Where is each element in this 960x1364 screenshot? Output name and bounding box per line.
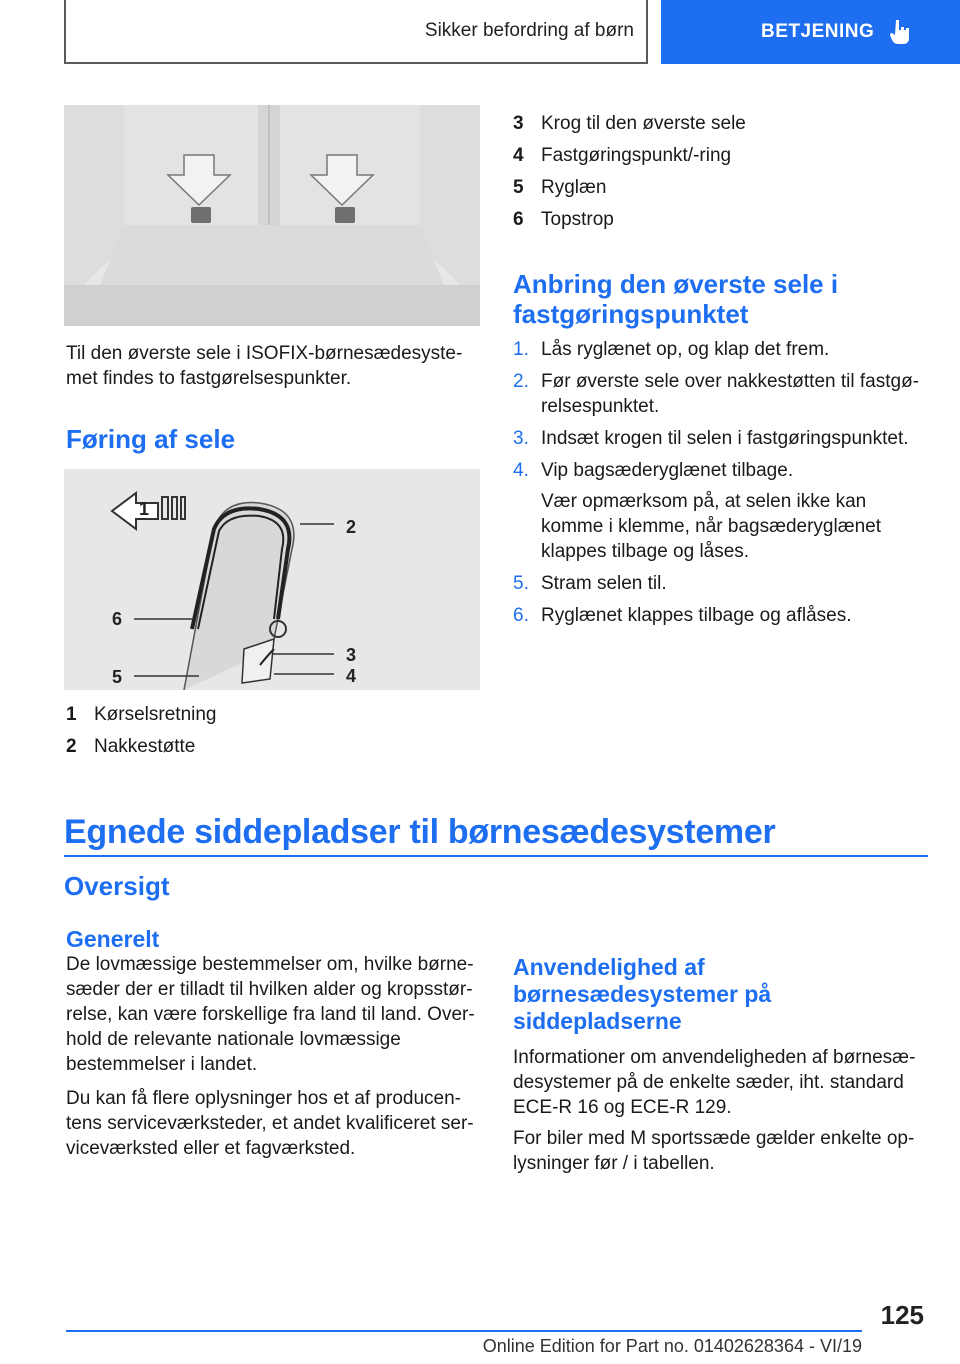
step-number: 2. <box>513 371 529 392</box>
step-item <box>513 571 928 596</box>
step-item <box>513 337 928 362</box>
step-text: Ryglænet klappes tilbage og aflåses. <box>541 605 852 626</box>
applicability-title <box>513 954 933 1035</box>
legend-text: Krog til den øverste sele <box>541 113 746 134</box>
running-header-chapter <box>661 0 960 64</box>
attach-steps-list <box>513 337 928 635</box>
legend-item <box>66 699 217 731</box>
edition-text: Online Edition for Part no. 01402628364 - VI/19 <box>482 1336 862 1356</box>
general-paragraph-2: Du kan få flere oplysninger hos et af producen-tens serviceværksteder, et andet kvalificeret ser-viceværksted eller et fagværksted. <box>66 1088 474 1159</box>
step-item <box>513 458 928 564</box>
step-text: Vip bagsæderyglænet tilbage. <box>541 460 794 481</box>
step-text: Før øverste sele over nakkestøtten til fastgø-relsespunktet. <box>541 371 919 417</box>
legend-text: Kørselsretning <box>94 704 217 725</box>
running-header-section <box>64 0 648 64</box>
legend-text: Ryglæn <box>541 177 607 198</box>
overview-subtitle: Oversigt <box>64 871 170 901</box>
attach-title-line2: fastgøringspunktet <box>513 299 749 329</box>
step-number: 4. <box>513 460 529 481</box>
figure-legend-left <box>66 699 217 763</box>
applicability-paragraph-1: Informationer om anvendeligheden af børnesæ-desystemer på de enkelte sæder, iht. standard ECE-R 16 og ECE-R 129. <box>513 1047 916 1118</box>
applicability-title-line2: børnesædesystemer på <box>513 981 772 1007</box>
step-text: Stram selen til. <box>541 573 667 594</box>
step-number: 1. <box>513 339 529 360</box>
legend-item <box>513 204 746 236</box>
isofix-caption: Til den øverste sele i ISOFIX-børnesædesyste-met findes to fastgørelsespunkter. <box>66 343 463 389</box>
general-title: Generelt <box>66 926 160 952</box>
footer-edition <box>66 1330 862 1364</box>
legend-number: 3 <box>513 113 524 134</box>
belt-routing-figure <box>64 469 480 690</box>
legend-number: 2 <box>66 736 77 757</box>
legend-item <box>513 172 746 204</box>
applicability-title-line1: Anvendelighed af <box>513 954 705 980</box>
step-item <box>513 426 928 451</box>
legend-item <box>513 108 746 140</box>
figure-label-2: 2 <box>346 517 357 537</box>
applicability-title-line3: siddepladserne <box>513 1008 682 1034</box>
figure-label-6: 6 <box>112 609 123 629</box>
legend-text: Topstrop <box>541 209 614 230</box>
isofix-anchor-illustration <box>64 105 480 326</box>
hand-pointer-icon <box>890 19 912 45</box>
step-note: Vær opmærksom på, at selen ikke kan komme i klemme, når bagsæderyglænet klappes tilbage og låses. <box>541 491 882 562</box>
legend-text: Fastgøringspunkt/-ring <box>541 145 732 166</box>
step-number: 3. <box>513 428 529 449</box>
legend-text: Nakkestøtte <box>94 736 196 757</box>
figure-label-4: 4 <box>346 666 357 686</box>
step-body <box>541 458 928 564</box>
legend-number: 1 <box>66 704 77 725</box>
header-section-title: Sikker befordring af børn <box>424 20 634 41</box>
step-number: 5. <box>513 573 529 594</box>
belt-routing-illustration <box>64 469 480 690</box>
page-number: 125 <box>880 1300 924 1330</box>
figure-label-1: 1 <box>139 499 150 519</box>
figure-label-3: 3 <box>346 645 357 665</box>
step-item <box>513 603 928 628</box>
step-item <box>513 369 928 419</box>
step-text: Indsæt krogen til selen i fastgøringspunktet. <box>541 428 909 449</box>
routing-section-title: Føring af sele <box>66 424 236 454</box>
attach-title-line1: Anbring den øverste sele i <box>513 269 839 299</box>
legend-number: 6 <box>513 209 524 230</box>
legend-number: 4 <box>513 145 524 166</box>
figure-label-5: 5 <box>112 667 123 687</box>
figure-legend-right <box>513 108 746 236</box>
section-divider <box>64 855 928 857</box>
general-paragraph-1: De lovmæssige bestemmelser om, hvilke børne-sæder der er tilladt til hvilken alder og kropsstør-relse, kan være forskellige fra land til land. Over-hold de relevante nationale lovmæssige bestemmelser i landet. <box>66 954 475 1075</box>
step-number: 6. <box>513 605 529 626</box>
legend-item <box>66 731 217 763</box>
main-section-title: Egnede siddepladser til børnesædesystemer <box>64 813 776 851</box>
isofix-anchor-figure <box>64 105 480 326</box>
step-text: Lås ryglænet op, og klap det frem. <box>541 339 830 360</box>
applicability-paragraph-2: For biler med M sportssæde gælder enkelte op-lysninger før / i tabellen. <box>513 1128 915 1174</box>
header-chapter-title: BETJENING <box>761 21 875 42</box>
attach-section-title <box>513 269 933 329</box>
legend-number: 5 <box>513 177 524 198</box>
legend-item <box>513 140 746 172</box>
